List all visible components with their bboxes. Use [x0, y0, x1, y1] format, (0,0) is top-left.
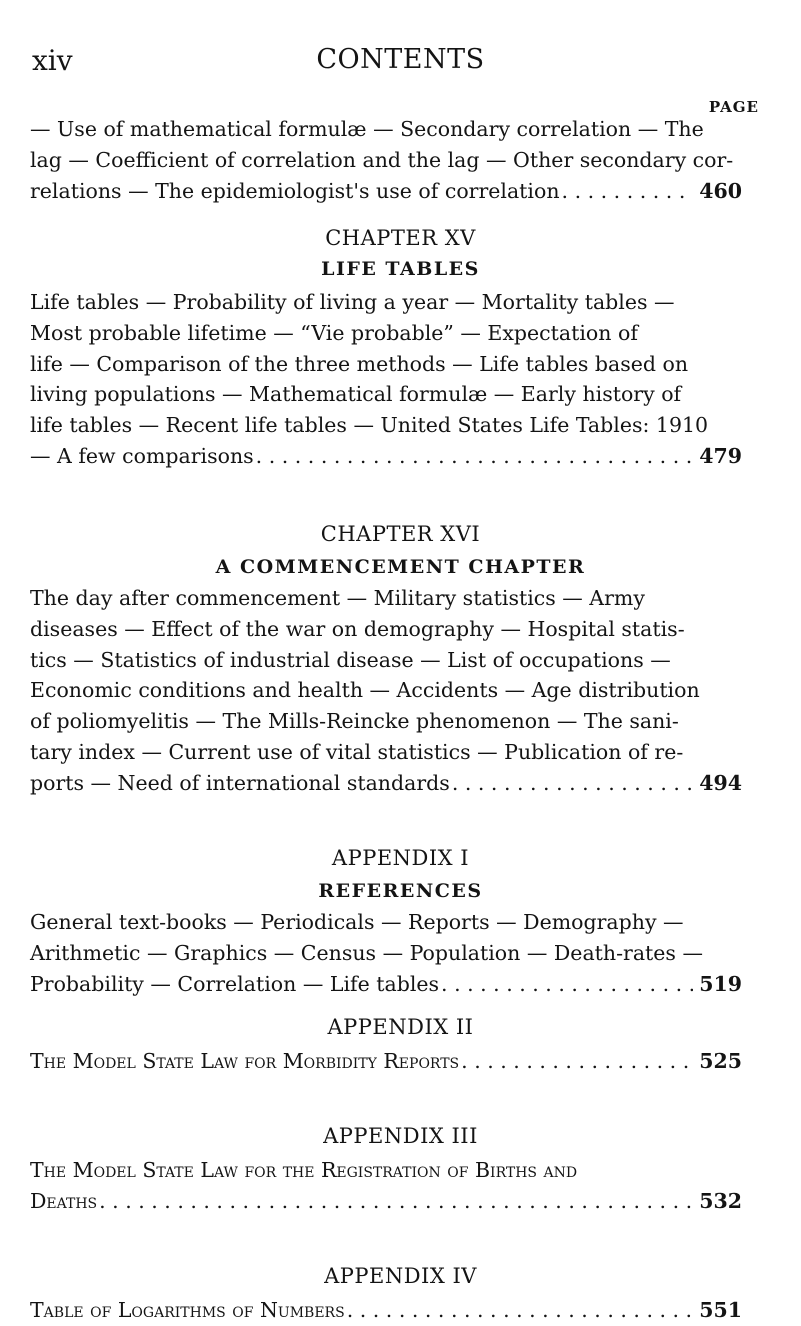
entry-text: Table of Logarithms of Numbers: [30, 1298, 345, 1322]
entry-line: The Model State Law for the Registration of Births and: [30, 1158, 578, 1182]
entry-line: Economic conditions and health — Accidents — Age distribution: [30, 678, 700, 703]
page-number: 532: [699, 1188, 742, 1213]
appendix-title: REFERENCES: [318, 880, 483, 902]
toc-entry-logarithms: [30, 1295, 742, 1326]
toc-entry-life-tables: [30, 287, 742, 472]
running-title: CONTENTS: [316, 44, 485, 75]
dot-leader: [441, 969, 693, 1000]
entry-text: Deaths: [30, 1188, 98, 1213]
entry-line: life tables — Recent life tables — United States Life Tables: 1910: [30, 413, 709, 438]
appendix-number: APPENDIX II: [327, 1015, 474, 1039]
entry-line: lag — Coefficient of correlation and the lag — Other secondary cor-: [30, 147, 734, 172]
entry-line: The day after commencement — Military statistics — Army: [30, 586, 645, 610]
entry-line: life — Comparison of the three methods — Life tables based on: [30, 351, 689, 376]
page-number: 479: [699, 443, 742, 468]
running-head: [30, 44, 771, 78]
entry-last-line: [30, 969, 742, 1000]
entry-last-line: [30, 1046, 742, 1077]
entry-line: of poliomyelitis — The Mills-Reincke phenomenon — The sani-: [30, 709, 679, 734]
entry-text: The Model State Law for Morbidity Reports: [30, 1049, 460, 1073]
toc-entry-correlation: [30, 114, 742, 206]
toc-entry-commencement: [30, 583, 742, 799]
dot-leader: [562, 176, 694, 207]
page-column-label: PAGE: [708, 98, 759, 116]
dot-leader: [256, 441, 694, 472]
dot-leader: [452, 768, 693, 799]
entry-line: Most probable lifetime — “Vie probable” — Expectation of: [30, 320, 638, 345]
appendix-number: APPENDIX III: [323, 1124, 478, 1148]
dot-leader: [461, 1046, 693, 1077]
entry-last-line: [30, 176, 742, 207]
appendix-number: APPENDIX IV: [324, 1264, 477, 1288]
chapter-number: CHAPTER XVI: [320, 522, 481, 546]
appendix-number: APPENDIX I: [331, 846, 470, 870]
page-number: 460: [699, 178, 742, 203]
entry-last-line: [30, 1295, 742, 1326]
entry-line: tary index — Current use of vital statistics — Publication of re-: [30, 739, 684, 764]
entry-line: Life tables — Probability of living a year — Mortality tables —: [30, 290, 675, 314]
page-number: 519: [699, 971, 742, 996]
entry-line: — Use of mathematical formulæ — Secondary correlation — The: [30, 117, 704, 141]
entry-text: Probability — Correlation — Life tables: [30, 971, 440, 996]
entry-line: diseases — Effect of the war on demography — Hospital statis-: [30, 616, 685, 641]
entry-line: Arithmetic — Graphics — Census — Population — Death-rates —: [30, 940, 703, 965]
chapter-number: CHAPTER XV: [325, 226, 476, 250]
toc-entry-references: [30, 907, 742, 999]
entry-last-line: [30, 1186, 742, 1217]
entry-line: General text-books — Periodicals — Reports — Demography —: [30, 910, 684, 934]
entry-last-line: [30, 768, 742, 799]
chapter-title: LIFE TABLES: [321, 258, 480, 280]
chapter-title: A COMMENCEMENT CHAPTER: [215, 556, 586, 578]
entry-text: ports — Need of international standards: [30, 770, 450, 795]
page-number: 494: [699, 770, 742, 795]
entry-text: — A few comparisons: [30, 443, 254, 468]
page-folio: xiv: [32, 44, 73, 77]
entry-line: living populations — Mathematical formulæ — Early history of: [30, 382, 682, 407]
dot-leader: [347, 1295, 694, 1326]
toc-entry-registration-law: [30, 1155, 742, 1217]
page-number: 525: [699, 1049, 742, 1073]
page-number: 551: [699, 1298, 742, 1322]
entry-text: relations — The epidemiologist's use of correlation: [30, 178, 560, 203]
toc-entry-morbidity-law: [30, 1046, 742, 1077]
entry-line: tics — Statistics of industrial disease — List of occupations —: [30, 647, 671, 672]
dot-leader: [99, 1186, 693, 1217]
entry-last-line: [30, 441, 742, 472]
